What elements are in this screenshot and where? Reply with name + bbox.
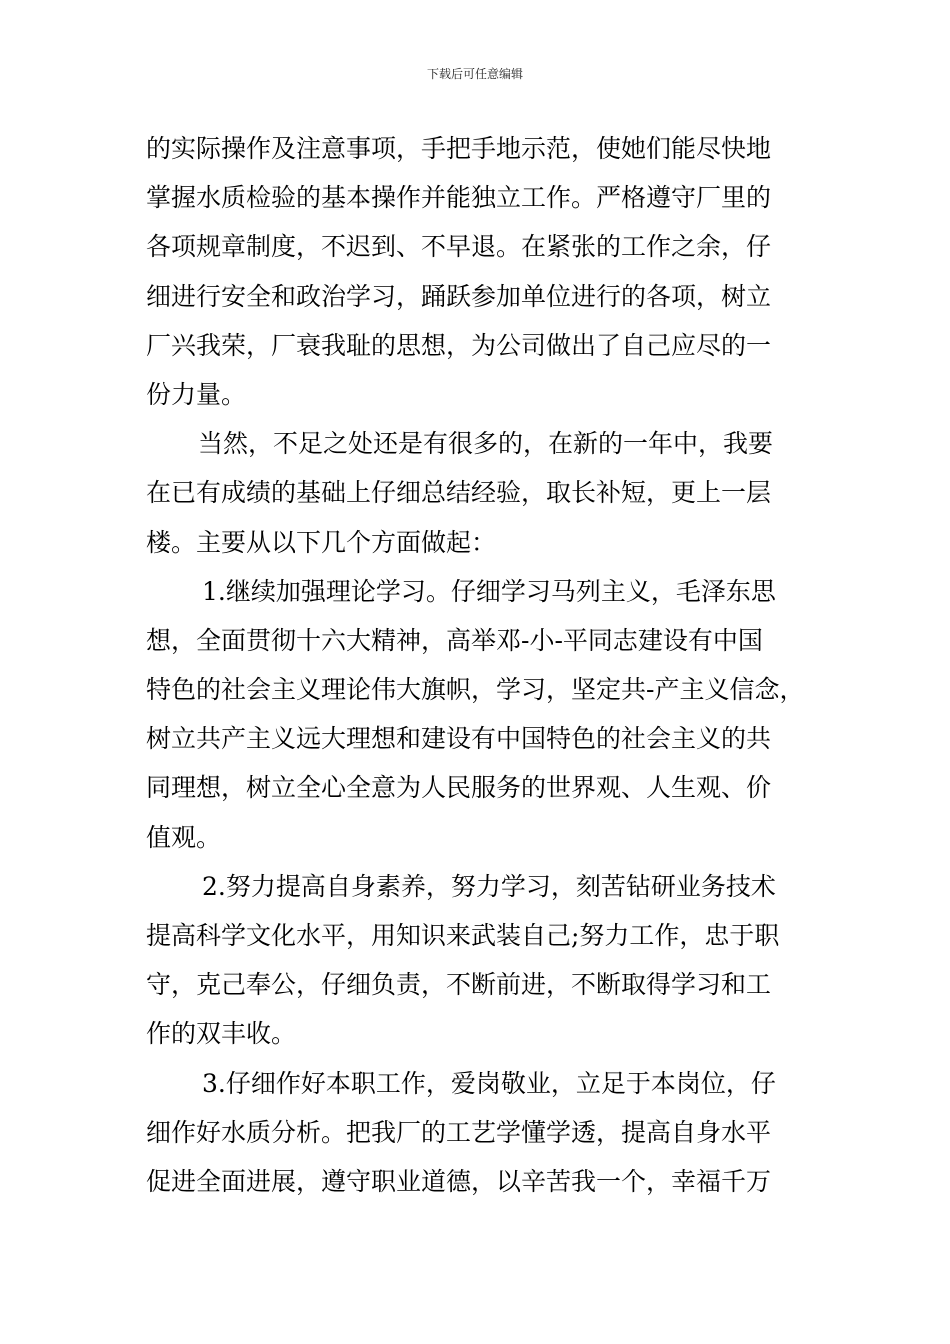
text-line: 各项规章制度，不迟到、不早退。在紧张的工作之余，仔 — [146, 232, 772, 262]
text-line: 3.仔细作好本职工作，爱岗敬业，立足于本岗位，仔 — [202, 1068, 776, 1098]
document-body — [146, 124, 836, 1206]
text-line: 同理想，树立全心全意为人民服务的世界观、人生观、价 — [146, 773, 772, 803]
text-line: 守，克己奉公，仔细负责，不断前进，不断取得学习和工 — [146, 970, 772, 1000]
text-line: 特色的社会主义理论伟大旗帜，学习，坚定共-产主义信念， — [146, 675, 805, 705]
text-line: 值观。 — [146, 822, 222, 852]
text-line: 提高科学文化水平，用知识来武装自己;努力工作，忠于职 — [146, 921, 780, 950]
text-line: 份力量。 — [146, 379, 247, 409]
text-line: 在已有成绩的基础上仔细总结经验，取长补短，更上一层 — [146, 478, 772, 508]
text-line: 细作好水质分析。把我厂的工艺学懂学透，提高自身水平 — [146, 1117, 772, 1147]
paragraph-item-2 — [146, 862, 836, 1059]
text-line: 楼。主要从以下几个方面做起： — [146, 527, 497, 557]
text-line: 当然，不足之处还是有很多的，在新的一年中，我要 — [198, 429, 774, 459]
text-line: 的实际操作及注意事项，手把手地示范，使她们能尽快地 — [146, 134, 772, 163]
text-line: 想，全面贯彻十六大精神，高举邓-小-平同志建设有中国 — [146, 625, 763, 655]
paragraph-item-3 — [146, 1059, 836, 1207]
text-line: 细进行安全和政治学习，踊跃参加单位进行的各项，树立 — [146, 281, 772, 311]
paragraph-item-1 — [146, 567, 836, 862]
text-line: 掌握水质检验的基本操作并能独立工作。严格遵守厂里的 — [146, 183, 772, 213]
text-line: 树立共产主义远大理想和建设有中国特色的社会主义的共 — [146, 724, 772, 754]
text-line: 作的双丰收。 — [146, 1019, 297, 1049]
paragraph-shortcomings — [146, 419, 836, 567]
text-line: 1.继续加强理论学习。仔细学习马列主义，毛泽东思 — [202, 576, 776, 606]
text-line: 厂兴我荣，厂衰我耻的思想，为公司做出了自己应尽的一 — [146, 330, 772, 360]
text-line: 2.努力提高自身素养，努力学习，刻苦钻研业务技术 — [202, 871, 776, 901]
page-header: 下载后可任意编辑 — [426, 67, 523, 81]
paragraph-continuation — [146, 124, 836, 419]
text-line: 促进全面进展，遵守职业道德，以辛苦我一个，幸福千万 — [146, 1166, 772, 1196]
